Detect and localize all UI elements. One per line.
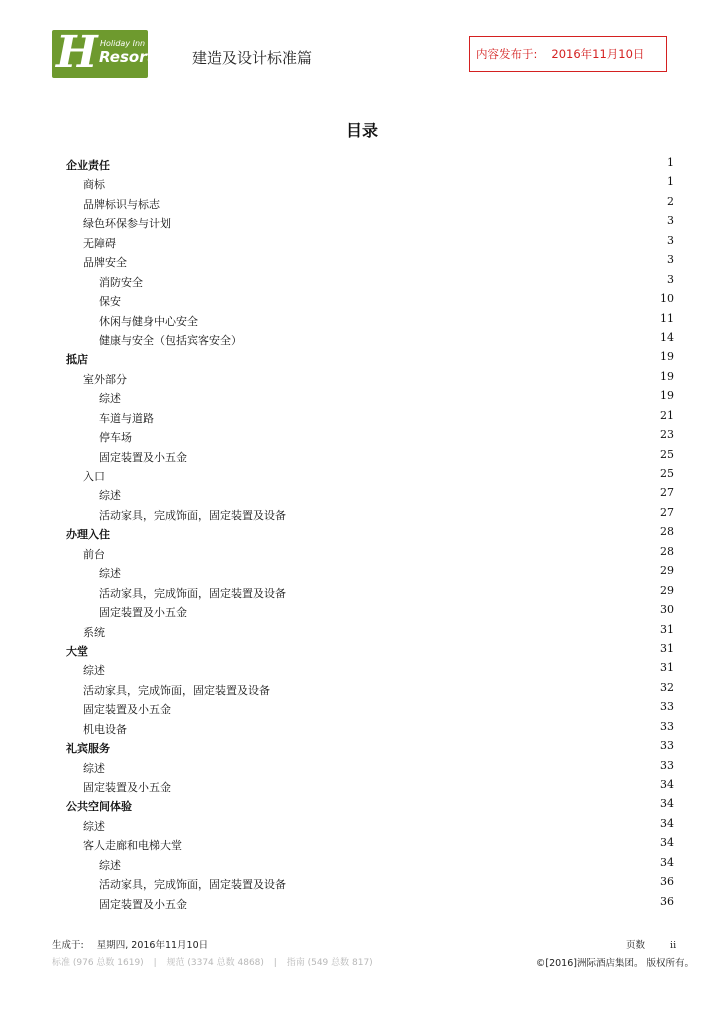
toc-entry-label: 室外部分	[83, 372, 127, 386]
copyright: ©[2016]洲际酒店集团。 版权所有。	[535, 958, 694, 969]
toc-entry[interactable]	[66, 622, 676, 641]
toc-entry[interactable]	[66, 894, 676, 913]
toc-entry[interactable]	[66, 602, 676, 621]
toc-entry[interactable]	[66, 641, 676, 660]
toc-entry-page: 33	[660, 739, 674, 753]
toc-entry[interactable]	[66, 874, 676, 893]
toc-entry-label: 综述	[83, 761, 105, 775]
toc-entry[interactable]	[66, 388, 676, 407]
toc-entry-label: 商标	[83, 178, 105, 192]
toc-entry[interactable]	[66, 369, 676, 388]
toc-entry-page: 33	[660, 758, 674, 772]
toc-entry[interactable]	[66, 563, 676, 582]
toc-entry-label: 办理入住	[66, 528, 110, 542]
toc-entry-label: 品牌标识与标志	[83, 197, 160, 211]
toc-entry-label: 系统	[83, 625, 105, 639]
stat-standards: 标准 (976 总数 1619)	[52, 958, 144, 968]
publish-date-label: 内容发布于:	[476, 47, 538, 61]
toc-entry-page: 28	[660, 525, 674, 539]
table-of-contents	[66, 155, 676, 913]
logo-mark: H	[56, 27, 98, 78]
toc-entry[interactable]	[66, 505, 676, 524]
toc-entry[interactable]	[66, 408, 676, 427]
toc-entry-page: 1	[667, 175, 674, 189]
toc-entry-label: 固定装置及小五金	[99, 897, 187, 911]
toc-entry-page: 27	[660, 486, 674, 500]
toc-entry-label: 抵店	[66, 353, 88, 367]
logo-brand-line2: Resort	[99, 48, 154, 66]
generated-value: 星期四, 2016年11月10日	[96, 940, 209, 951]
toc-entry-label: 综述	[83, 819, 105, 833]
toc-entry-page: 10	[660, 292, 674, 306]
page-number: ii	[670, 940, 677, 951]
toc-entry-page: 27	[660, 505, 674, 519]
stat-separator: |	[153, 958, 157, 968]
toc-entry-page: 32	[660, 680, 674, 694]
toc-entry-page: 3	[667, 214, 674, 228]
toc-entry[interactable]	[66, 855, 676, 874]
toc-entry[interactable]	[66, 738, 676, 757]
toc-entry-label: 机电设备	[83, 722, 127, 736]
toc-entry-label: 活动家具，完成饰面，固定装置及设备	[99, 586, 286, 600]
toc-entry[interactable]	[66, 447, 676, 466]
toc-entry-label: 企业责任	[66, 159, 110, 172]
toc-entry[interactable]	[66, 349, 676, 368]
toc-entry[interactable]	[66, 466, 676, 485]
toc-entry-label: 活动家具，完成饰面，固定装置及设备	[83, 683, 270, 697]
publish-date-box	[469, 36, 667, 72]
toc-entry-page: 2	[667, 194, 674, 208]
stat-specifications: 规范 (3374 总数 4868)	[166, 958, 264, 968]
toc-entry-label: 绿色环保参与计划	[83, 217, 171, 231]
toc-entry-label: 礼宾服务	[66, 742, 110, 756]
toc-entry-page: 36	[660, 875, 674, 889]
toc-entry[interactable]	[66, 680, 676, 699]
toc-entry-label: 公共空间体验	[66, 800, 132, 814]
toc-entry[interactable]	[66, 699, 676, 718]
footer-generated	[52, 937, 208, 951]
toc-entry-page: 19	[660, 389, 674, 403]
toc-entry-page: 33	[660, 719, 674, 733]
stat-guidelines: 指南 (549 总数 817)	[286, 958, 373, 968]
toc-entry-page: 19	[660, 369, 674, 383]
toc-entry-label: 健康与安全（包括宾客安全）	[99, 333, 242, 347]
toc-entry-page: 31	[660, 641, 674, 655]
toc-entry[interactable]	[66, 796, 676, 815]
toc-entry-label: 活动家具，完成饰面，固定装置及设备	[99, 508, 286, 522]
toc-entry-page: 31	[660, 622, 674, 636]
toc-entry-label: 消防安全	[99, 275, 143, 289]
page-label: 页数	[626, 940, 646, 951]
holiday-inn-resort-logo	[52, 27, 154, 78]
toc-entry-page: 28	[660, 544, 674, 558]
toc-entry-label: 综述	[99, 858, 121, 872]
toc-entry[interactable]	[66, 213, 676, 232]
toc-entry-label: 固定装置及小五金	[83, 781, 171, 794]
toc-entry-label: 大堂	[66, 644, 88, 658]
toc-entry-page: 3	[667, 253, 674, 267]
toc-entry[interactable]	[66, 485, 676, 504]
toc-entry-label: 停车场	[99, 431, 132, 445]
publish-date-value: 2016年11月10日	[551, 47, 645, 61]
toc-entry[interactable]	[66, 719, 676, 738]
toc-entry[interactable]	[66, 330, 676, 349]
toc-entry-page: 23	[660, 428, 674, 442]
toc-entry-label: 保安	[99, 295, 121, 309]
toc-entry-label: 客人走廊和电梯大堂	[83, 839, 182, 853]
footer-stats	[52, 955, 373, 968]
toc-entry-page: 34	[660, 836, 674, 850]
toc-entry-label: 休闲与健身中心安全	[99, 314, 198, 328]
toc-heading: 目录	[345, 121, 378, 140]
toc-entry-page: 25	[660, 467, 674, 480]
toc-entry-page: 21	[660, 408, 674, 422]
toc-entry-label: 综述	[99, 567, 121, 581]
logo-brand-line1: Holiday Inn	[100, 39, 146, 48]
toc-entry-label: 固定装置及小五金	[99, 450, 187, 464]
toc-entry-label: 活动家具，完成饰面，固定装置及设备	[99, 878, 286, 892]
document-title: 建造及设计标准篇	[192, 49, 313, 67]
toc-entry[interactable]	[66, 835, 676, 854]
toc-entry-page: 14	[660, 330, 674, 344]
toc-entry[interactable]	[66, 524, 676, 543]
toc-entry-page: 33	[660, 700, 674, 714]
toc-entry-page: 29	[660, 583, 674, 597]
toc-entry-label: 车道与道路	[99, 411, 154, 425]
stat-separator: |	[273, 958, 277, 968]
toc-entry-page: 34	[660, 855, 674, 869]
toc-entry[interactable]	[66, 155, 676, 174]
toc-entry-label: 入口	[83, 470, 105, 483]
toc-entry-label: 固定装置及小五金	[83, 703, 171, 717]
toc-entry-page: 29	[660, 564, 674, 578]
toc-entry[interactable]	[66, 291, 676, 310]
toc-entry-page: 11	[660, 311, 674, 325]
toc-entry-page: 19	[660, 350, 674, 364]
toc-entry[interactable]	[66, 427, 676, 446]
toc-entry[interactable]	[66, 311, 676, 330]
toc-entry-label: 前台	[83, 547, 105, 561]
toc-entry-page: 25	[660, 447, 674, 461]
toc-entry-page: 3	[667, 272, 674, 286]
toc-entry-label: 无障碍	[83, 236, 116, 250]
toc-entry[interactable]	[66, 194, 676, 213]
toc-entry[interactable]	[66, 544, 676, 563]
toc-entry-page: 1	[667, 156, 674, 169]
toc-entry-label: 综述	[99, 489, 121, 503]
toc-entry-page: 3	[667, 233, 674, 247]
toc-entry-page: 31	[660, 661, 674, 675]
toc-entry-page: 30	[660, 603, 674, 617]
toc-entry-label: 固定装置及小五金	[99, 606, 187, 620]
toc-entry[interactable]	[66, 252, 676, 271]
toc-entry-page: 34	[660, 816, 674, 830]
toc-entry-label: 综述	[83, 664, 105, 678]
toc-entry[interactable]	[66, 233, 676, 252]
toc-entry[interactable]	[66, 660, 676, 679]
toc-entry-page: 34	[660, 797, 674, 811]
toc-entry-page: 36	[660, 894, 674, 908]
toc-entry[interactable]	[66, 777, 676, 796]
toc-entry[interactable]	[66, 174, 676, 193]
footer-page-number	[626, 937, 676, 951]
toc-entry-label: 品牌安全	[83, 256, 127, 270]
toc-entry[interactable]	[66, 272, 676, 291]
toc-entry-label: 综述	[99, 392, 121, 406]
generated-label: 生成于:	[52, 940, 84, 951]
toc-entry-page: 34	[660, 778, 674, 791]
toc-entry[interactable]	[66, 816, 676, 835]
toc-entry[interactable]	[66, 758, 676, 777]
toc-entry[interactable]	[66, 583, 676, 602]
